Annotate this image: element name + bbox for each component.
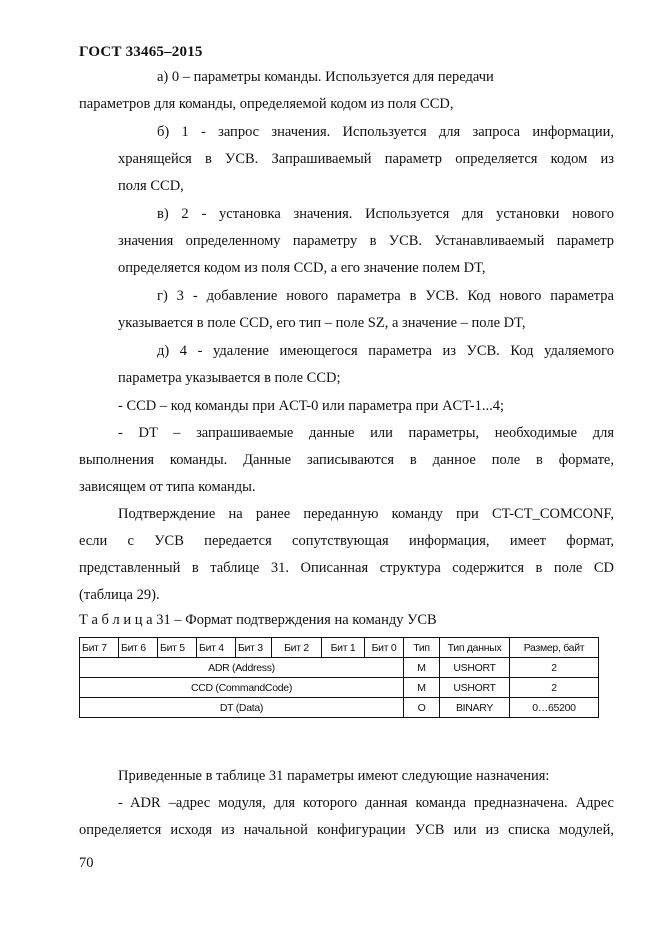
table-header-cell: Тип: [404, 638, 440, 658]
table-header-row: [80, 638, 599, 658]
table-row: [80, 698, 599, 718]
text-line: (таблица 29).: [79, 587, 160, 603]
table-cell-type: M: [404, 678, 440, 698]
text-line: параметров для команды, определяемой кодом из поля CCD,: [79, 96, 454, 112]
text-line: значения определенному параметру в УСВ. Устанавливаемый параметр: [118, 233, 614, 249]
text-line: в) 2 - установка значения. Используется для установки нового: [157, 206, 614, 222]
table-header-cell: Бит 6: [119, 638, 158, 658]
table-header-cell: Бит 0: [365, 638, 404, 658]
text-line: а) 0 – параметры команды. Используется для передачи: [157, 69, 494, 85]
table-cell-size: 2: [510, 658, 599, 678]
text-line: Приведенные в таблице 31 параметры имеют следующие назначения:: [118, 768, 550, 784]
text-line: хранящейся в УСВ. Запрашиваемый параметр определяется кодом из: [118, 151, 614, 167]
table-cell-field: DT (Data): [80, 698, 404, 718]
table-caption: Т а б л и ц а 31 – Формат подтверждения на команду УСВ: [79, 612, 437, 628]
document-header: ГОСТ 33465–2015: [79, 44, 203, 60]
table-cell-size: 2: [510, 678, 599, 698]
table-cell-data-type: BINARY: [440, 698, 510, 718]
text-line: - DT – запрашиваемые данные или параметры, необходимые для: [118, 425, 614, 441]
table-cell-size: 0…65200: [510, 698, 599, 718]
table-header-cell: Бит 5: [158, 638, 197, 658]
text-line: - CCD – код команды при ACT-0 или параметра при ACT-1...4;: [118, 398, 504, 414]
table-cell-data-type: USHORT: [440, 658, 510, 678]
text-line: - ADR –адрес модуля, для которого данная команда предназначена. Адрес: [118, 795, 614, 811]
table-row: [80, 658, 599, 678]
table-header-cell: Размер, байт: [510, 638, 599, 658]
text-line: Подтверждение на ранее переданную команду при CT-CT_COMCONF,: [118, 506, 614, 522]
table-cell-type: M: [404, 658, 440, 678]
text-line: если с УСВ передается сопутствующая информация, имеет формат,: [79, 533, 614, 549]
text-line: определяется кодом из поля CCD, а его значение полем DT,: [118, 260, 486, 276]
text-line: б) 1 - запрос значения. Используется для запроса информации,: [157, 124, 614, 140]
text-line: представленный в таблице 31. Описанная структура содержится в поле CD: [79, 560, 614, 576]
table-header-cell: Бит 2: [272, 638, 322, 658]
text-line: параметра указывается в поле CCD;: [118, 370, 341, 386]
text-line: зависящем от типа команды.: [79, 479, 256, 495]
text-line: поля CCD,: [118, 178, 184, 194]
table-header-cell: Бит 4: [197, 638, 236, 658]
text-line: д) 4 - удаление имеющегося параметра из УСВ. Код удаляемого: [157, 343, 614, 359]
table-header-cell: Бит 3: [236, 638, 272, 658]
table-cell-type: O: [404, 698, 440, 718]
text-line: г) 3 - добавление нового параметра в УСВ. Код нового параметра: [157, 288, 614, 304]
format-table: [79, 637, 599, 718]
text-line: определяется исходя из начальной конфигурации УСВ или из списка модулей,: [79, 822, 614, 838]
table-header-cell: Бит 1: [322, 638, 365, 658]
table-header-cell: Тип данных: [440, 638, 510, 658]
page-number: 70: [79, 855, 94, 871]
text-line: выполнения команды. Данные записываются в данное поле в формате,: [79, 452, 614, 468]
text-line: указывается в поле CCD, его тип – поле SZ, а значение – поле DT,: [118, 315, 526, 331]
table-cell-field: ADR (Address): [80, 658, 404, 678]
table-cell-data-type: USHORT: [440, 678, 510, 698]
table-row: [80, 678, 599, 698]
table-cell-field: CCD (CommandCode): [80, 678, 404, 698]
table-header-cell: Бит 7: [80, 638, 119, 658]
